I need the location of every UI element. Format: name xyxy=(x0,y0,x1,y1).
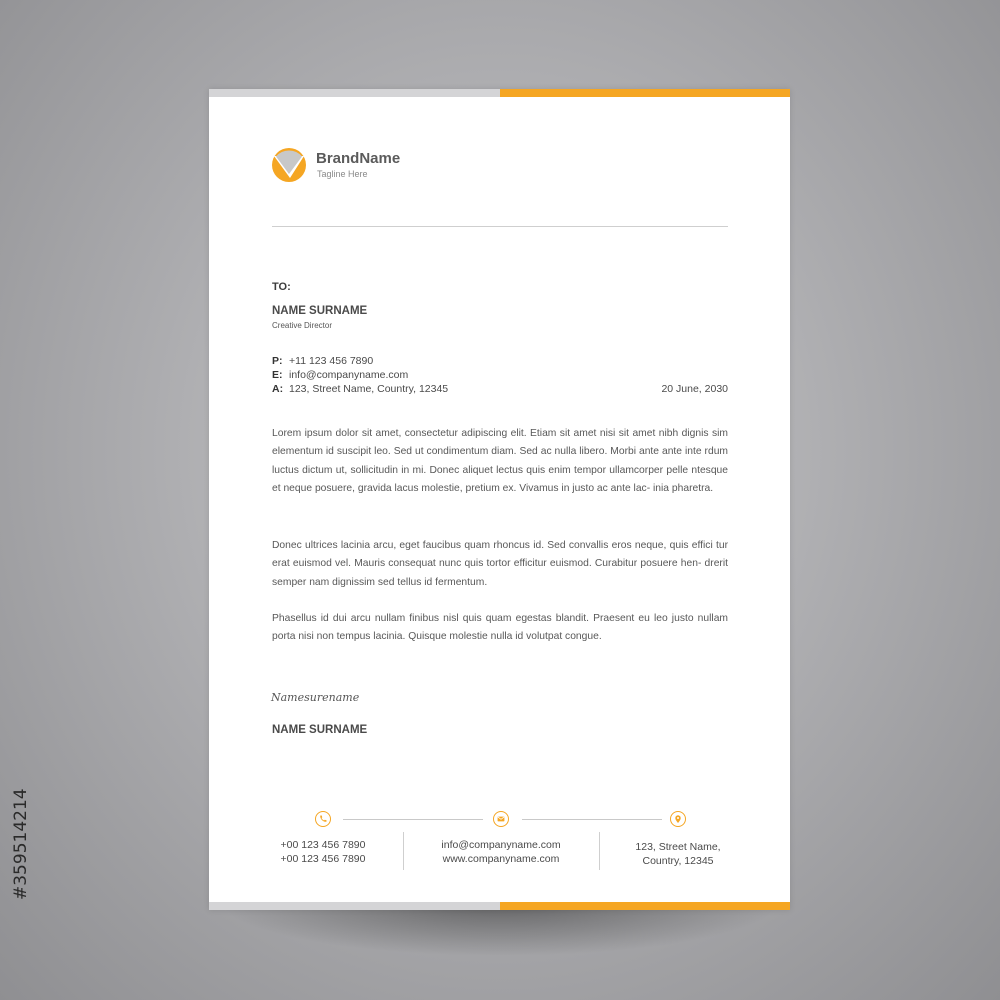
footer-line-left xyxy=(343,819,483,820)
to-label: TO: xyxy=(272,281,291,293)
letterhead-page xyxy=(209,89,790,910)
contact-phone xyxy=(272,355,373,367)
brand-logo-icon xyxy=(271,147,307,183)
body-paragraph-2: Donec ultrices lacinia arcu, eget faucibus quam rhoncus id. Sed convallis eros neque, quis effici tur erat euismod vel. Mauris consequat nunc quis tortor efficitur euismod. Curabitur posuere hen- drerit semper nam dignissim sed tellus id fermentum. xyxy=(272,540,728,588)
phone-icon xyxy=(315,811,331,827)
footer-website: www.companyname.com xyxy=(442,853,560,865)
top-bar-accent xyxy=(500,89,790,97)
body-paragraph-1: Lorem ipsum dolor sit amet, consectetur adipiscing elit. Etiam sit amet nisi sit amet nibh dignis sim elementum id suscipit leo. Sed ut condimentum diam. Sed ac nulla libero. Morbi ante ante inte rdum luctus dictum ut, sollicitudin in mi. Donec aliquet lectus quis enim tempor ullamcorper pelle ntesque et neque posuere, gravida lacus molestie, pretium ex. Vivamus in justo ac ante lac- inia pharetra. xyxy=(272,428,728,494)
email-label: E: xyxy=(272,369,283,381)
footer-phone-1: +00 123 456 7890 xyxy=(280,839,366,851)
signature-script: Namesurename xyxy=(271,691,360,704)
footer-phones xyxy=(273,838,373,866)
phone-label: P: xyxy=(272,355,283,367)
contact-address xyxy=(272,383,448,395)
stock-id-text: #359514214 xyxy=(11,788,31,900)
bottom-bar-accent xyxy=(500,902,790,910)
bottom-bar-gray xyxy=(209,902,500,910)
stock-id xyxy=(10,765,32,900)
footer-address-2: Country, 12345 xyxy=(642,855,714,867)
address-label: A: xyxy=(272,383,284,395)
footer-divider-2 xyxy=(599,832,600,870)
contact-email xyxy=(272,369,408,381)
location-pin-icon xyxy=(670,811,686,827)
signer-name: NAME SURNAME xyxy=(272,724,368,736)
footer-line-right xyxy=(522,819,662,820)
address-value: 123, Street Name, Country, 12345 xyxy=(289,383,449,395)
recipient-role: Creative Director xyxy=(272,321,333,330)
footer-phone-2: +00 123 456 7890 xyxy=(280,853,366,865)
footer-web xyxy=(425,838,577,866)
body-paragraph-3: Phasellus id dui arcu nullam finibus nisl quis quam egestas blandit. Praesent eu leo justo nullam porta nisi non tempus lacinia. Quisque molestie nulla id volutpat congue. xyxy=(272,613,728,643)
brand-tagline: Tagline Here xyxy=(317,169,368,179)
letter-date: 20 June, 2030 xyxy=(661,383,728,395)
top-bar-gray xyxy=(209,89,500,97)
phone-value: +11 123 456 7890 xyxy=(289,355,374,367)
email-value: info@companyname.com xyxy=(289,369,409,381)
footer-address xyxy=(621,840,735,868)
brand-name: BrandName xyxy=(316,150,401,167)
footer-address-1: 123, Street Name, xyxy=(635,841,721,853)
header-divider xyxy=(272,226,728,227)
recipient-name: NAME SURNAME xyxy=(272,305,368,317)
footer-divider-1 xyxy=(403,832,404,870)
footer-email: info@companyname.com xyxy=(441,839,561,851)
mail-icon xyxy=(493,811,509,827)
